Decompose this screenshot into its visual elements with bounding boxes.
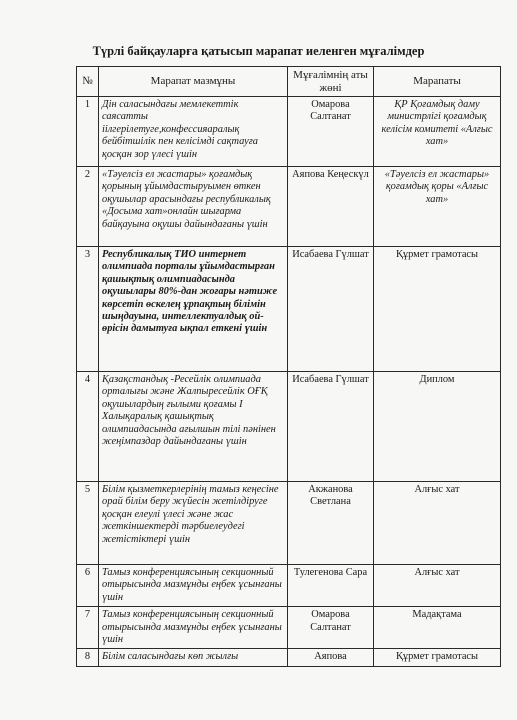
table-row: [77, 97, 501, 167]
row-desc: Білім қызметкерлерінің тамыз кеңесіне орай білім беру жүйесін жетілдіруге қосқан елеулі үлесі және жас жеткіншектерді тәрбиелеудегі жетістіктері үшін: [99, 482, 288, 565]
row-num: 8: [77, 649, 99, 667]
row-award: ҚР Қоғамдық даму министрлігі қоғамдық келісім комитеті «Алғыс хат»: [374, 97, 501, 167]
row-desc: Тамыз конференциясының секционный отырысында мазмұнды еңбек ұсынғаны үшін: [99, 607, 288, 649]
row-teacher: Омарова Салтанат: [288, 97, 374, 167]
row-award: Алғыс хат: [374, 565, 501, 607]
header-num: №: [77, 67, 99, 97]
row-num: 7: [77, 607, 99, 649]
row-num: 4: [77, 372, 99, 482]
row-desc: [99, 247, 288, 372]
table-row: [77, 247, 501, 372]
header-teacher: Мұғалімнің аты жөні: [288, 67, 374, 97]
row-num: 1: [77, 97, 99, 167]
table-row: [77, 649, 501, 667]
row-teacher: Аяпова Кеңескүл: [288, 167, 374, 247]
row-num: 6: [77, 565, 99, 607]
row-desc-bold: Республикалық ТИО интернет олимпиада порталы ұйымдастырған қашықтық олимпиадасында оқушылары 80%-дан жоғары нәтиже көрсетіп өскелең ұрпақтың білімін шыңдауына, интеллектуалдық ой-өрісін дамытуға ықпал еткені үшін: [102, 249, 278, 335]
row-desc: Дін саласындағы мемлекеттік саясатты іілгерілетуге,конфессияаралық бейбітшілік пен келісімді сақтауға қосқан зор үлесі үшін: [99, 97, 288, 167]
row-num: 3: [77, 247, 99, 372]
table-header-row: [77, 67, 501, 97]
table-row: [77, 565, 501, 607]
row-award: Диплом: [374, 372, 501, 482]
row-num: 2: [77, 167, 99, 247]
row-teacher: Омарова Салтанат: [288, 607, 374, 649]
header-award-content: Марапат мазмұны: [99, 67, 288, 97]
table-row: [77, 607, 501, 649]
row-award: Құрмет грамотасы: [374, 649, 501, 667]
row-teacher: Исабаева Гүлшат: [288, 247, 374, 372]
row-desc: Білім саласындағы көп жылғы: [99, 649, 288, 667]
row-award: Құрмет грамотасы: [374, 247, 501, 372]
table-row: [77, 167, 501, 247]
row-teacher: Аяпова: [288, 649, 374, 667]
row-desc: Қазақстандық -Ресейлік олимпиада орталығы және Жалпыресейлік ОҒҚ оқушылардың ғылыми қоғамы І Халықаралық қашықтық олимпиадасында ағылшын тілі пәнінен жеңімпаздар дайындағаны үшін: [99, 372, 288, 482]
page-title: Түрлі байқауларға қатысып марапат иеленген мұғалімдер: [92, 44, 425, 58]
row-desc: «Тәуелсіз ел жастары» қоғамдық қорының ұйымдастыруымен өткен оқушылар арасындағы республикалық «Досыма хат»онлайн шығарма байқауына оқушы дайындағаны үшін: [99, 167, 288, 247]
row-award: Мадақтама: [374, 607, 501, 649]
header-award: Марапаты: [374, 67, 501, 97]
row-teacher: Тулегенова Сара: [288, 565, 374, 607]
awards-table: [76, 66, 501, 667]
row-teacher: Акжанова Светлана: [288, 482, 374, 565]
row-num: 5: [77, 482, 99, 565]
row-award: «Тәуелсіз ел жастары» қоғамдық қоры «Алғыс хат»: [374, 167, 501, 247]
table-row: [77, 372, 501, 482]
row-teacher: Исабаева Гүлшат: [288, 372, 374, 482]
row-desc: Тамыз конференциясының секционный отырысында мазмұнды еңбек ұсынғаны үшін: [99, 565, 288, 607]
table-row: [77, 482, 501, 565]
row-award: Алғыс хат: [374, 482, 501, 565]
